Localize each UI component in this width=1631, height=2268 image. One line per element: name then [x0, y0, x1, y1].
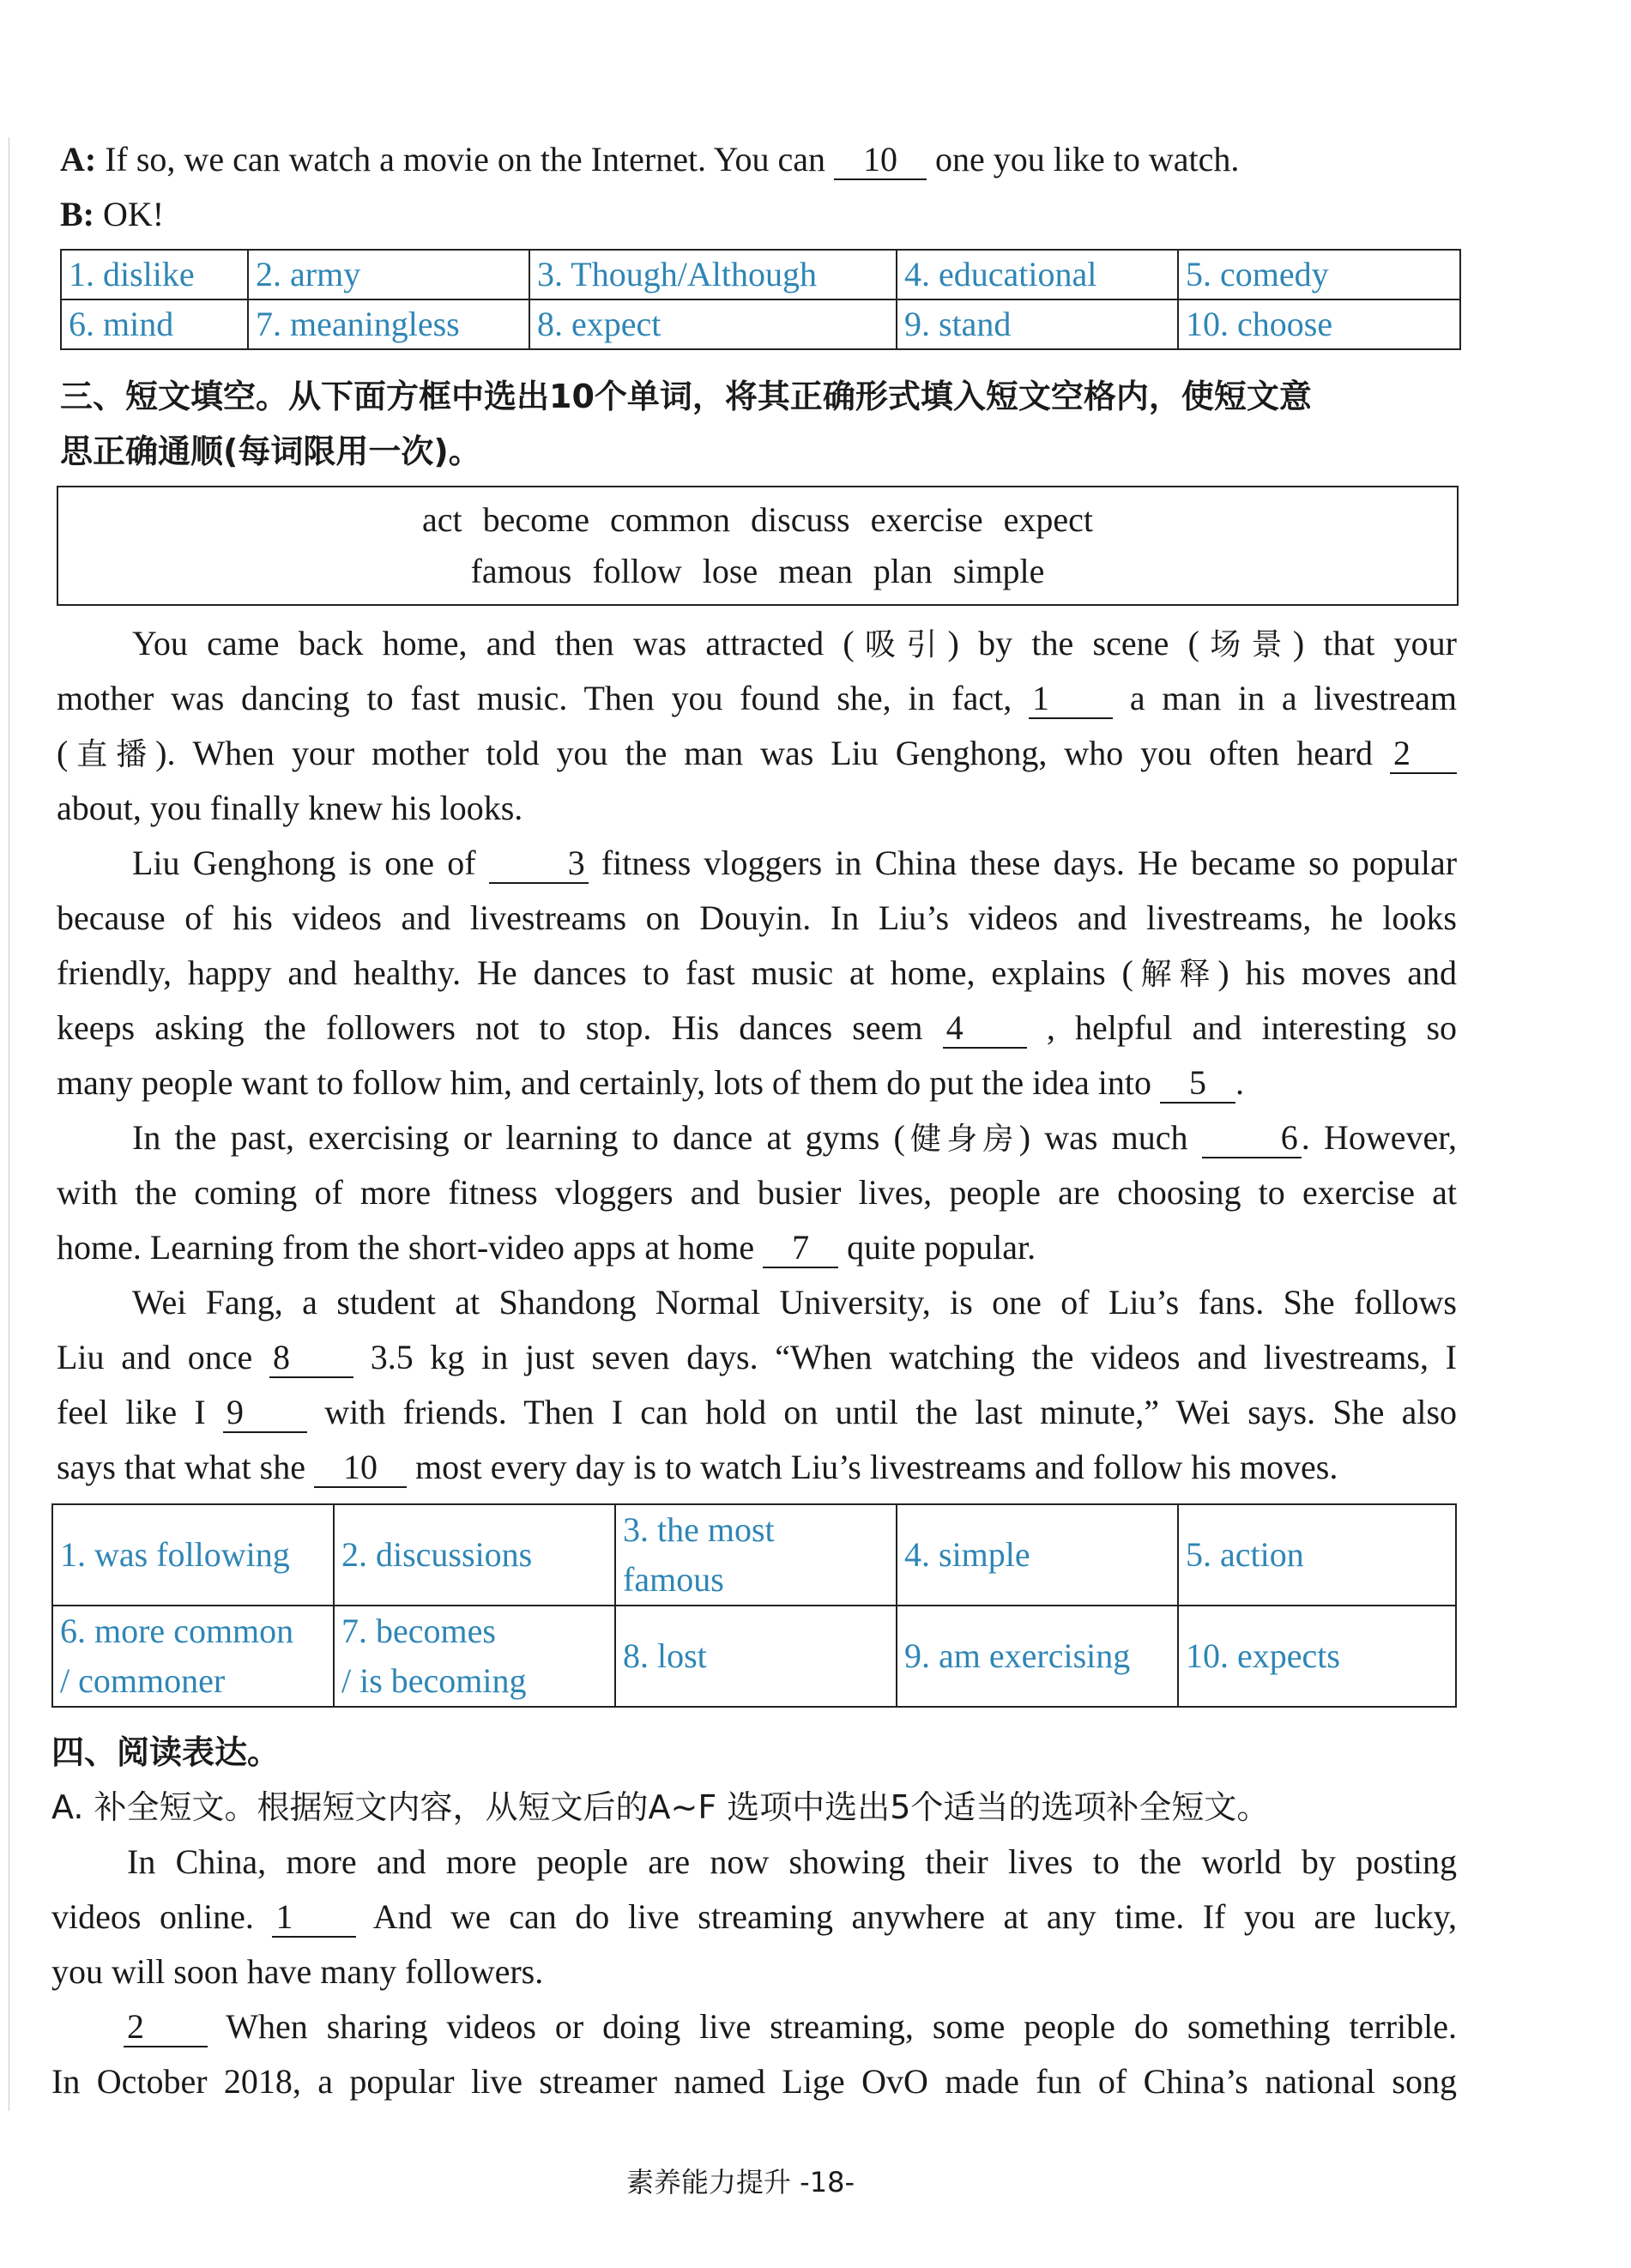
section3-heading-cont: 思正确通顺(每词限用一次)。	[60, 432, 481, 470]
word-box-line: famous follow lose mean plan simple	[470, 552, 1045, 590]
passage-line: you will soon have many followers.	[51, 1952, 544, 1991]
passage-line: with the coming of more fitness vloggers and busier lives, people are choosing to exercise at	[57, 1173, 1457, 1212]
blank-9[interactable]: 9	[223, 1394, 307, 1433]
blank-3[interactable]: 3	[489, 844, 589, 884]
blank-4[interactable]: 4	[943, 1009, 1027, 1049]
blank-2[interactable]: 2	[124, 2008, 208, 2047]
passage-line: 2 When sharing videos or doing live streaming, some people do something terrible.	[51, 2001, 1457, 2053]
passage-line: Wei Fang, a student at Shandong Normal University, is one of Liu’s fans. She follows	[132, 1283, 1457, 1321]
section3-heading: 三、短文填空。从下面方框中选出10个单词，将其正确形式填入短文空格内，使短文意	[60, 378, 1312, 415]
blank-2[interactable]: 2	[1390, 735, 1457, 774]
passage-line: about, you finally knew his looks.	[57, 789, 523, 827]
passage-line: says that what she 10 most every day is to watch Liu’s livestreams and follow his moves.	[57, 1448, 1338, 1486]
section4-heading: 四、阅读表达。	[51, 1733, 281, 1771]
page-footer: 素养能力提升 -18-	[626, 2166, 855, 2198]
blank-10[interactable]: 10	[834, 141, 927, 180]
blank-1[interactable]: 1	[1029, 680, 1113, 719]
passage-line: feel like I 9 with friends. Then I can hold on until the last minute,” Wei says. She also	[57, 1393, 1458, 1431]
answer-row: 1. dislike 2. army 3. Though/Although 4. educational 5. comedy	[61, 250, 1460, 299]
blank-1[interactable]: 1	[272, 1898, 356, 1938]
blank-7[interactable]: 7	[763, 1229, 838, 1268]
answer-row: 6. mind 7. meaningless 8. expect 9. stand 10. choose	[61, 299, 1460, 349]
passage-line: In China, more and more people are now showing their lives to the world by posting	[127, 1842, 1457, 1881]
passage-line: keeps asking the followers not to stop. His dances seem 4 , helpful and interesting so	[57, 1008, 1458, 1047]
word-box	[57, 486, 1459, 606]
passage-line: You came back home, and then was attracted (吸引) by the scene (场景) that your	[132, 624, 1457, 662]
passage-line: In the past, exercising or learning to dance at gyms (健身房) was much 6 . However,	[132, 1118, 1458, 1157]
passage-line: Liu Genghong is one of 3 fitness vloggers in China these days. He became so popular	[132, 844, 1458, 882]
passage-line: videos online. 1 And we can do live streaming anywhere at any time. If you are lucky,	[51, 1897, 1458, 1936]
answer-table-section3	[51, 1503, 1457, 1708]
word-box-line: act become common discuss exercise expect	[422, 500, 1093, 539]
passage-line: friendly, happy and healthy. He dances to fast music at home, explains (解释) his moves and	[57, 953, 1457, 992]
passage-line: In October 2018, a popular live streamer named Lige OvO made fun of China’s national song	[51, 2062, 1457, 2101]
dialogue-line-b: B: OK!	[60, 195, 165, 233]
answer-table-section2	[60, 249, 1461, 350]
section4-subheading: A. 补全短文。根据短文内容，从短文后的A~F 选项中选出5个适当的选项补全短文。	[51, 1788, 1270, 1826]
blank-10[interactable]: 10	[314, 1448, 407, 1488]
dialogue-line-a: A: If so, we can watch a movie on the Internet. You can 10 one you like to watch.	[60, 140, 1240, 178]
passage-line: many people want to follow him, and certainly, lots of them do put the idea into 5 .	[57, 1063, 1245, 1102]
passage-line: home. Learning from the short-video apps at home 7 quite popular.	[57, 1228, 1036, 1267]
passage-line: because of his videos and livestreams on Douyin. In Liu’s videos and livestreams, he looks	[57, 898, 1457, 937]
blank-8[interactable]: 8	[269, 1339, 353, 1378]
passage-line: (直播). When your mother told you the man was Liu Genghong, who you often heard 2	[57, 728, 1457, 781]
blank-6[interactable]: 6	[1202, 1119, 1302, 1158]
answer-row: 1. was following 2. discussions 3. the most famous 4. simple 5. action	[52, 1504, 1456, 1606]
passage-line: Liu and once 8 3.5 kg in just seven days. “When watching the videos and livestreams, I	[57, 1338, 1458, 1376]
answer-row: 6. more common / commoner 7. becomes / is becoming 8. lost 9. am exercising 10. expects	[52, 1606, 1456, 1707]
passage-line: mother was dancing to fast music. Then you found she, in fact, 1 a man in a livestream	[57, 679, 1458, 717]
blank-5[interactable]: 5	[1160, 1064, 1235, 1104]
